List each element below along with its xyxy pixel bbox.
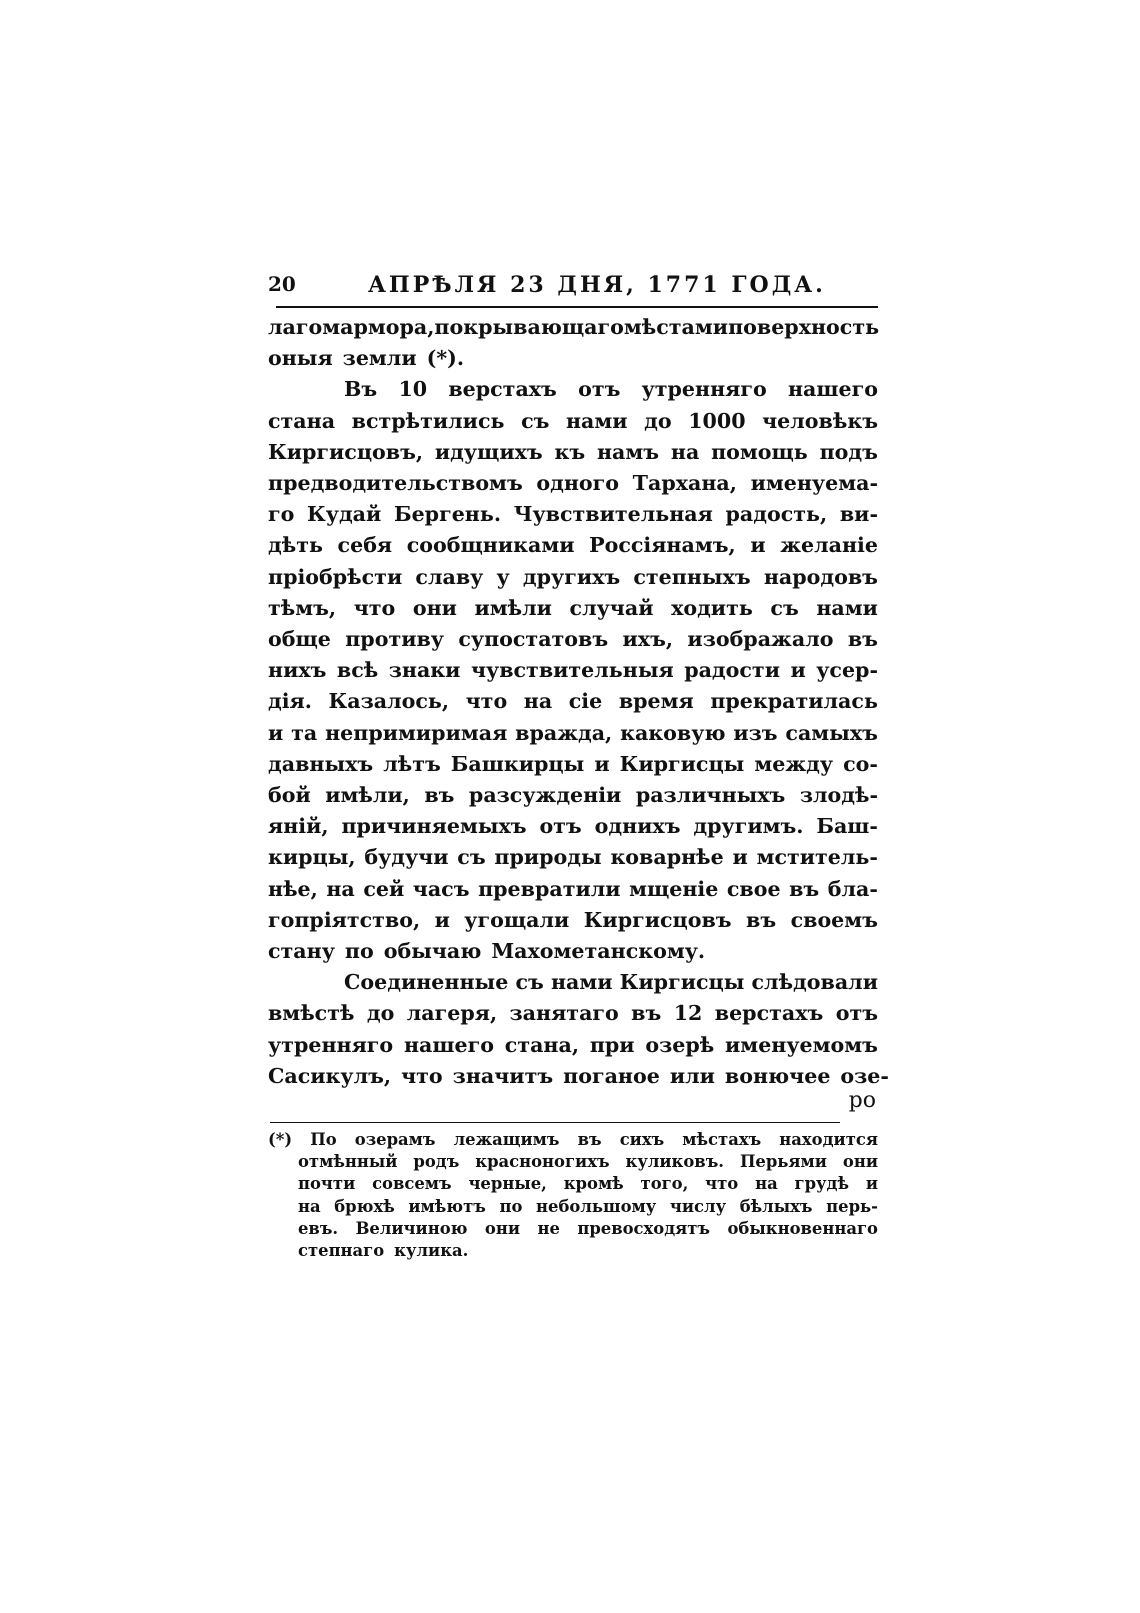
word: Перьями [739,1152,827,1172]
word: лагеря, [406,1001,498,1026]
word: они [412,595,457,620]
word: непримиримая [325,720,508,745]
word: Башкирцы [450,751,585,776]
word: каковую [620,720,726,745]
word: Махометанскому. [491,939,706,964]
word: превосходятъ [577,1218,710,1238]
word: и [790,658,806,683]
word: на [298,1196,321,1216]
text-line [268,967,878,998]
word: природы [494,845,602,870]
word: именуема- [750,471,878,496]
word: прекратилась [710,689,878,714]
word: на [326,876,355,901]
word: имѣютъ [408,1196,486,1216]
word: они [484,1218,520,1238]
word: сообщниками [406,533,575,558]
word: часъ [412,876,470,901]
word: Киргисцовъ [583,907,732,932]
text-line [268,780,878,811]
word: желаніе [780,533,878,558]
text-line [268,749,878,780]
text-line [268,811,878,842]
word: на [755,1174,778,1194]
footnote [268,1129,878,1262]
word: пріобрѣсти [268,564,403,589]
word: мѣстахъ [682,1130,762,1150]
word: лаго [268,315,323,339]
word: коварнѣе [610,845,724,870]
word: случай [569,595,654,620]
word: черные, [468,1174,547,1194]
word: 12 [673,1001,703,1026]
word: бѣлыхъ [739,1196,813,1216]
word: Соединенные [344,970,509,995]
word: совсемъ [372,1174,452,1194]
word: отъ [539,814,582,839]
word: мѣстами [623,315,729,339]
word: имѣли, [325,783,410,808]
word: Въ [344,377,378,402]
word: Чувствительная [513,502,713,527]
word: вонючее [724,1063,831,1088]
word: и [268,720,284,745]
word: противу [345,627,444,652]
word: у [496,564,510,589]
word: Казалось, [328,689,450,714]
word: кромѣ [563,1174,624,1194]
text-line [268,936,878,967]
word: превратили [478,876,621,901]
footnote-rule [270,1122,840,1123]
word: находится [779,1130,878,1150]
text-line [268,343,878,374]
word: го [268,502,295,527]
word: яній, [268,814,329,839]
word: тѣмъ, [268,595,337,620]
word: народовъ [763,564,878,589]
word: усер- [816,658,878,683]
footnote-line [268,1196,878,1218]
word: мщеніе [629,876,719,901]
word: вмѣстѣ [268,1001,355,1026]
word: на [670,439,700,464]
word: обыкновеннаго [727,1218,878,1238]
word: озерѣ [645,1032,715,1057]
word: именуемомъ [725,1032,878,1057]
word: та [291,720,318,745]
word: ихъ, [622,627,674,652]
word: бла- [827,876,878,901]
word: одного [536,471,620,496]
word: евъ. [298,1218,339,1238]
word: что [465,689,508,714]
word: по [499,1196,523,1216]
word: и [594,751,610,776]
word: стана [268,408,336,433]
word: причиняемыхъ [341,814,527,839]
word: сихъ [619,1130,665,1150]
word: обычаю [383,939,482,964]
word: съ [770,595,799,620]
word: въ [631,1001,662,1026]
word: мармора, [322,315,435,339]
word: свое [726,876,781,901]
word: по [344,939,374,964]
word: Кудай [307,502,382,527]
word: не [537,1218,560,1238]
word: обще [268,627,331,652]
word: нашего [403,1032,494,1057]
word: озе- [840,1063,889,1088]
word: вражда, [515,720,613,745]
word: и [750,533,766,558]
text-line [268,593,878,624]
word: числу [669,1196,727,1216]
word: 1000 [688,408,746,433]
text-line [268,406,878,437]
word: супостатовъ [458,627,609,652]
word: степнаго [298,1241,385,1261]
word: между [754,751,834,776]
word: человѣкъ [762,408,878,433]
text-line [268,624,878,655]
footnote-line [268,1151,878,1173]
word: нѣе, [268,876,318,901]
word: подъ [819,439,878,464]
word: стана, [504,1032,580,1057]
word: чувствительныя [470,658,674,683]
word: съ [515,970,544,995]
word: время [618,689,694,714]
word: будучи [364,845,449,870]
text-line [268,718,878,749]
word: всѣ [336,658,379,683]
word: Киргисцы [619,751,745,776]
word: своемъ [790,907,878,932]
word: отъ [578,377,621,402]
word: По [310,1130,337,1150]
word: или [669,1063,715,1088]
word: нашего [787,377,878,402]
word: оныя [268,346,333,371]
word: славу [415,564,484,589]
word: Россіянамъ, [589,533,736,558]
word: въ [746,907,777,932]
main-text [268,312,889,1092]
word: разсужденіи [468,783,622,808]
word: мститель- [756,845,878,870]
word: брюхѣ [334,1196,395,1216]
word: отъ [835,1001,878,1026]
text-line [268,998,878,1029]
word: злодѣ- [799,783,878,808]
word: перь- [826,1196,878,1216]
word: радость, [725,502,828,527]
catchword: ро [848,1088,876,1114]
word: верстахъ [448,377,557,402]
word: что [401,1063,443,1088]
word: дѣть [268,533,323,558]
word: и [865,1174,878,1194]
word: намъ [596,439,660,464]
text-line [268,374,878,405]
word: утренняго [641,377,767,402]
word: покрывающаго [434,315,624,339]
word: предводительствомъ [268,471,523,496]
text-line [268,905,878,936]
word: 10 [398,377,428,402]
word: лѣтъ [383,751,441,776]
word: степныхъ [633,564,751,589]
running-head [268,262,878,306]
word: до [644,408,672,433]
word: съ [521,408,550,433]
word: (*) [268,1130,293,1150]
word: Киргисцы [619,970,745,995]
word: значитъ [452,1063,554,1088]
word: красноногихъ [475,1152,610,1172]
word: знаки [388,658,461,683]
word: ви- [839,502,878,527]
word: лежащимъ [453,1130,560,1150]
word: къ [554,439,586,464]
text-line [268,562,878,593]
word: кулика. [394,1241,469,1261]
word: нами [550,970,613,995]
word: сіе [568,689,603,714]
word: имѣли [474,595,552,620]
word: земли [342,346,417,371]
header-rule [276,306,878,308]
word: поганое [563,1063,660,1088]
word: они [842,1152,878,1172]
book-page [268,262,889,1262]
word: Величиною [355,1218,468,1238]
text-line [268,1061,889,1092]
text-line [268,530,878,561]
word: на [523,689,553,714]
word: почти [298,1174,356,1194]
word: другихъ [522,564,621,589]
word: нами [565,408,628,433]
footnote-line [268,1218,878,1240]
word: нихъ [268,658,327,683]
footnote-line [268,1240,878,1262]
word: и [434,907,450,932]
word: утренняго [268,1032,394,1057]
running-head-title: АПРѢЛЯ 23 ДНЯ, 1771 ГОДА. [368,272,826,298]
word: небольшому [536,1196,657,1216]
word: поверхность [728,315,880,339]
word: Баш- [816,814,878,839]
word: однихъ [594,814,681,839]
word: дія. [268,689,312,714]
word: и [732,845,748,870]
word: въ [789,876,820,901]
text-line [268,312,878,343]
word: различныхъ [635,783,786,808]
word: стану [268,939,335,964]
text-line [268,499,878,530]
word: (*). [426,346,465,371]
word: другимъ. [693,814,804,839]
word: нами [816,595,878,620]
word: сей [363,876,405,901]
word: родъ [413,1152,460,1172]
word: себя [337,533,393,558]
word: что [705,1174,739,1194]
word: Сасикулъ, [268,1063,392,1088]
word: отмѣнный [298,1152,398,1172]
word: давныхъ [268,751,374,776]
word: идущихъ [434,439,543,464]
text-line [268,1030,878,1061]
word: изображало [687,627,834,652]
word: кирцы, [268,845,356,870]
word: Киргисцовъ, [268,439,424,464]
word: въ [577,1130,602,1150]
word: верстахъ [714,1001,824,1026]
word: самыхъ [785,720,878,745]
word: до [366,1001,395,1026]
catchword-line [268,1088,878,1120]
word: радости [684,658,780,683]
text-line [268,686,878,717]
footnote-line [268,1173,878,1195]
word: ходить [671,595,753,620]
word: бой [268,783,311,808]
word: въ [424,783,455,808]
page-number: 20 [268,272,296,296]
text-line [268,468,878,499]
text-line [268,437,878,468]
word: со- [843,751,878,776]
word: грудѣ [794,1174,849,1194]
word: того, [640,1174,689,1194]
word: слѣдовали [751,970,878,995]
word: въ [847,627,878,652]
word: Тархана, [632,471,737,496]
word: занятаго [509,1001,619,1026]
word: угощали [464,907,570,932]
word: съ [457,845,486,870]
word: изъ [733,720,778,745]
text-line [268,874,878,905]
word: куликовъ. [625,1152,724,1172]
text-line [268,655,878,686]
word: Бергень. [393,502,502,527]
word: озерамъ [354,1130,436,1150]
word: что [353,595,396,620]
word: встрѣтились [351,408,505,433]
footnote-line [268,1129,878,1151]
word: при [589,1032,635,1057]
word: гопріятство, [268,907,421,932]
word: помощь [711,439,808,464]
text-line [268,842,878,873]
